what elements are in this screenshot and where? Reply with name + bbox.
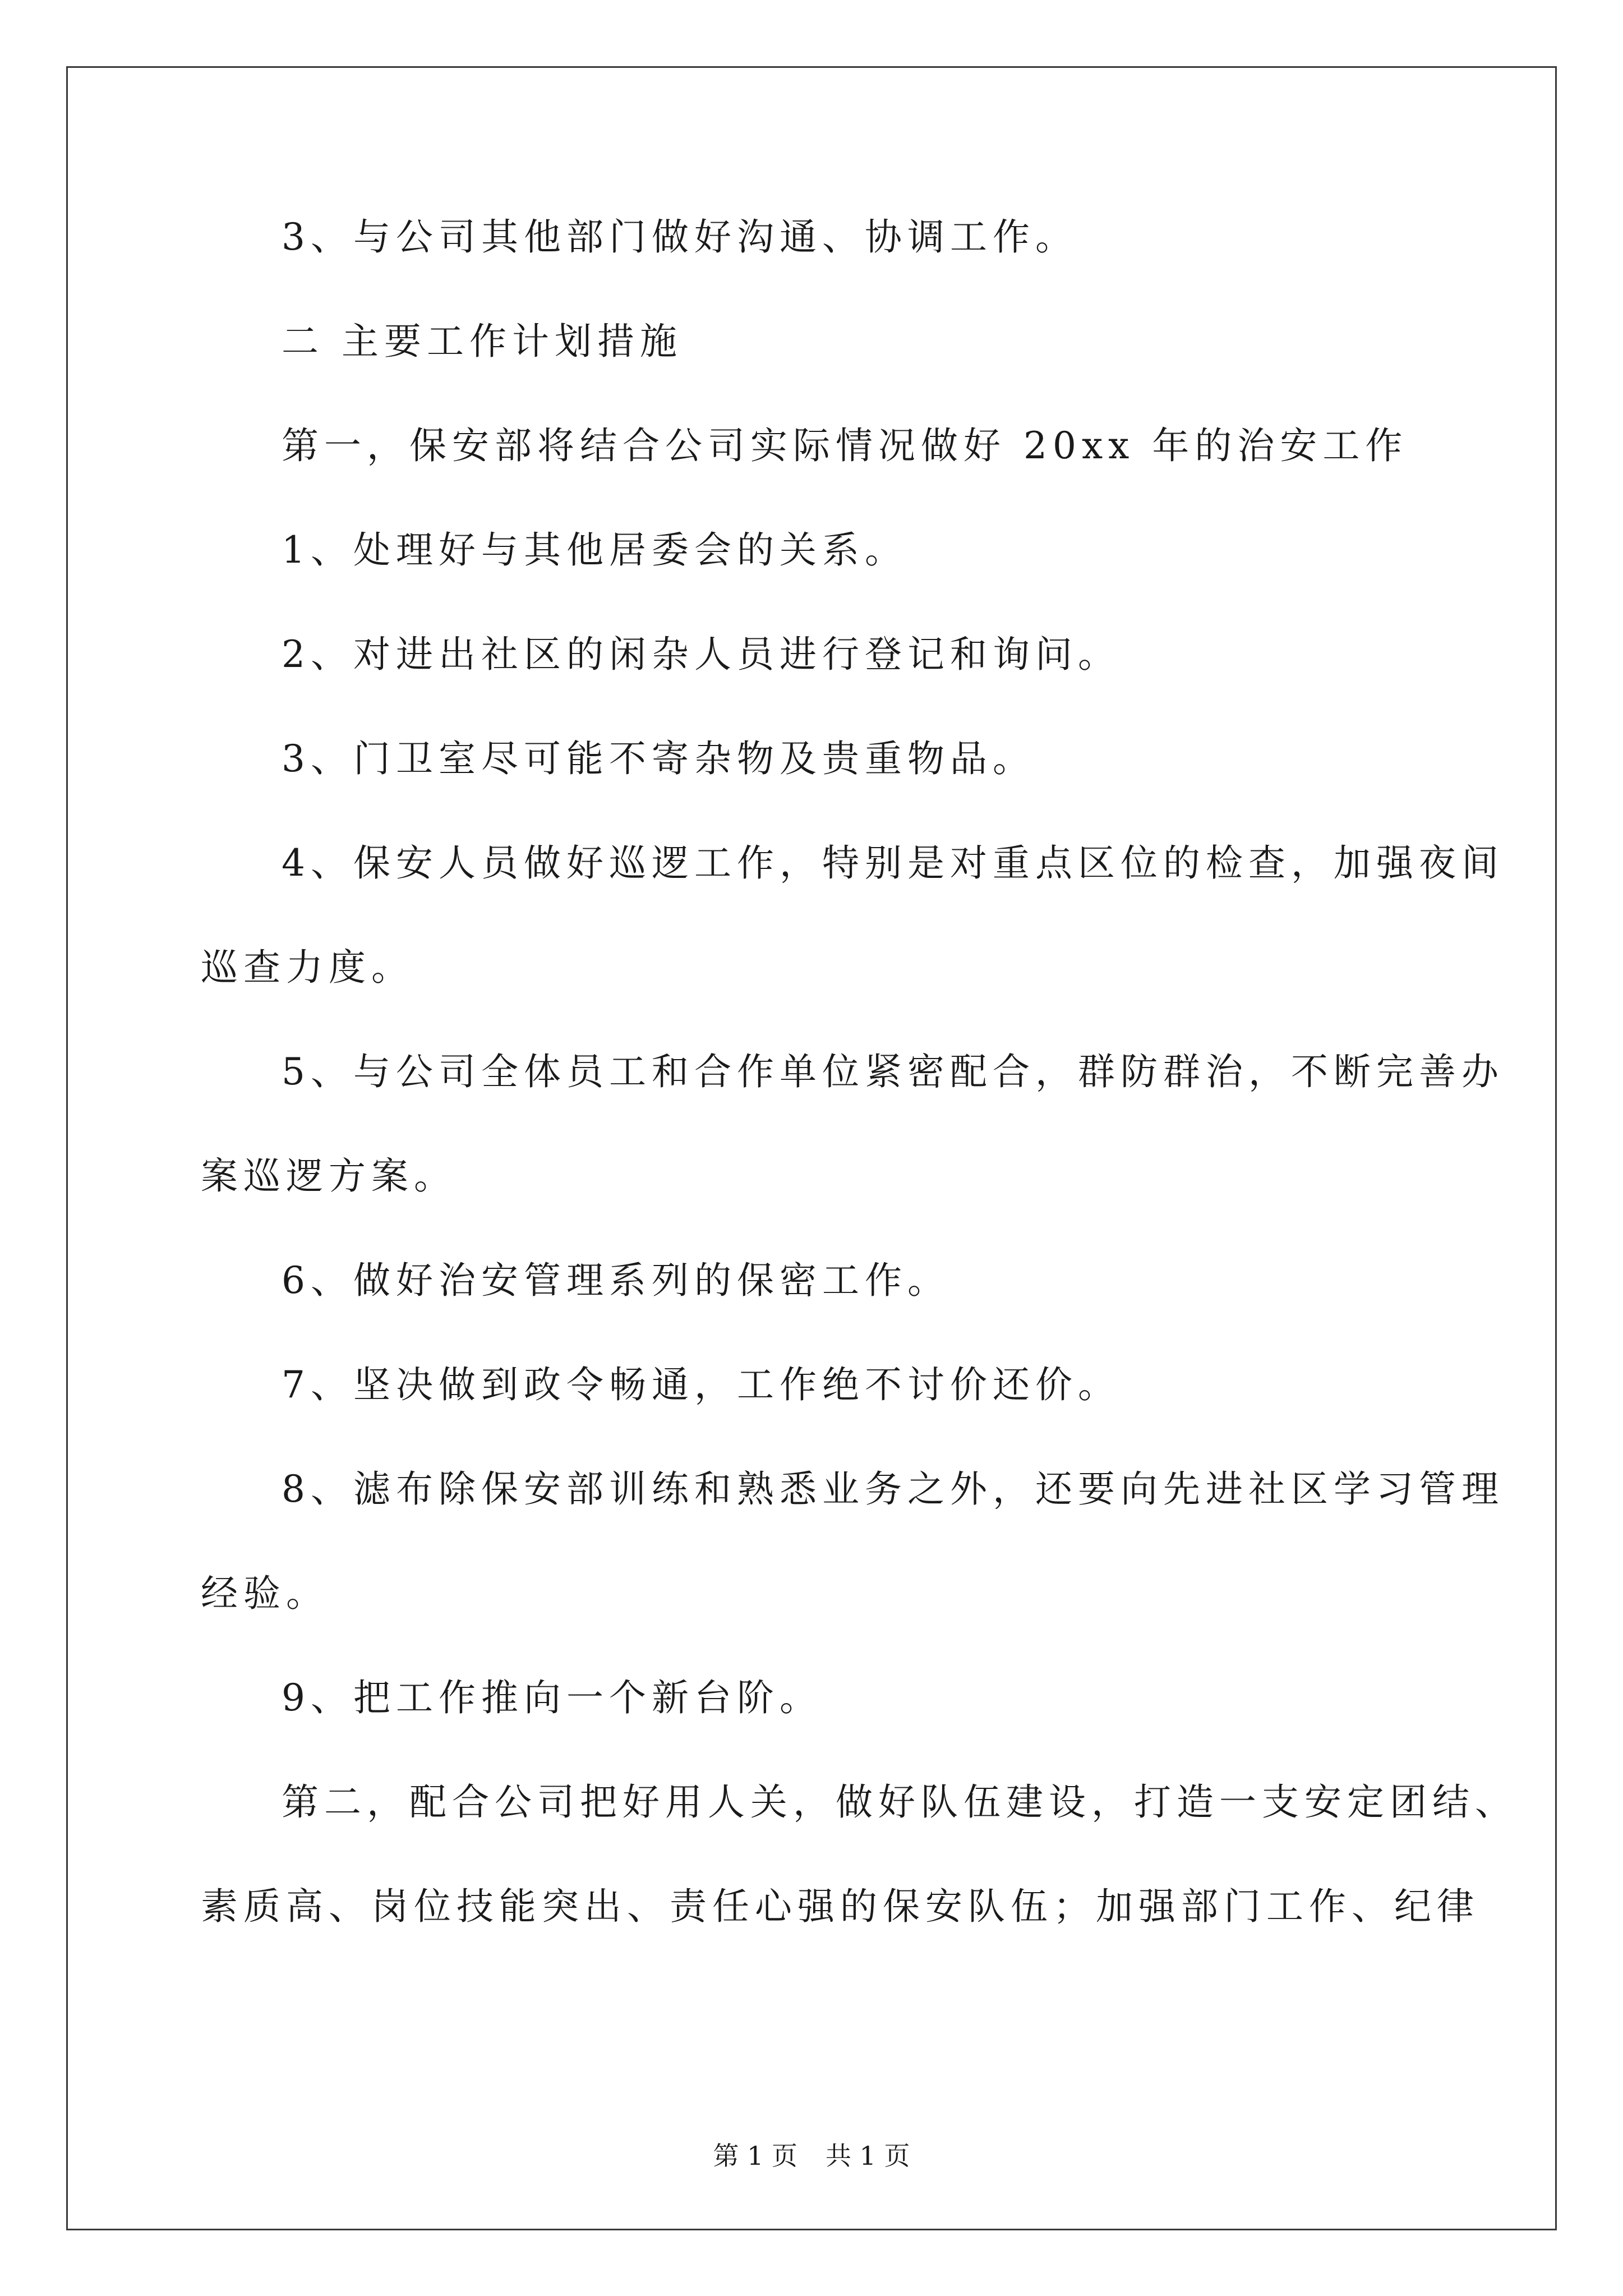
paragraph: 2、对进出社区的闲杂人员进行登记和询问。 bbox=[282, 633, 1121, 676]
paragraph: 9、把工作推向一个新台阶。 bbox=[282, 1676, 822, 1719]
paragraph: 4、保安人员做好巡逻工作，特别是对重点区位的检查，加强夜间 bbox=[282, 841, 1504, 885]
paragraph: 6、做好治安管理系列的保密工作。 bbox=[282, 1259, 950, 1302]
page-total: 共 1 页 bbox=[826, 2141, 910, 2171]
paragraph: 第一，保安部将结合公司实际情况做好 20xx 年的治安工作 bbox=[282, 424, 1408, 467]
paragraph-continuation: 巡查力度。 bbox=[201, 946, 414, 989]
paragraph: 7、坚决做到政令畅通，工作绝不讨价还价。 bbox=[282, 1363, 1121, 1406]
paragraph: 8、滤布除保安部训练和熟悉业务之外，还要向先进社区学习管理 bbox=[282, 1467, 1504, 1511]
paragraph: 5、与公司全体员工和合作单位紧密配合，群防群治，不断完善办 bbox=[282, 1050, 1504, 1093]
document-body bbox=[201, 185, 1518, 1959]
paragraph-continuation: 经验。 bbox=[201, 1572, 329, 1615]
paragraph: 1、处理好与其他居委会的关系。 bbox=[282, 528, 907, 572]
paragraph-continuation: 案巡逻方案。 bbox=[201, 1154, 457, 1198]
paragraph-continuation: 素质高、岗位技能突出、责任心强的保安队伍；加强部门工作、纪律 bbox=[201, 1885, 1479, 1928]
paragraph: 3、与公司其他部门做好沟通、协调工作。 bbox=[282, 215, 1078, 259]
section-heading: 二 主要工作计划措施 bbox=[282, 320, 683, 363]
page-footer bbox=[0, 2139, 1623, 2173]
paragraph: 3、门卫室尽可能不寄杂物及贵重物品。 bbox=[282, 737, 1035, 780]
page-number: 第 1 页 bbox=[713, 2141, 797, 2171]
paragraph: 第二，配合公司把好用人关，做好队伍建设，打造一支安定团结、 bbox=[282, 1780, 1518, 1824]
